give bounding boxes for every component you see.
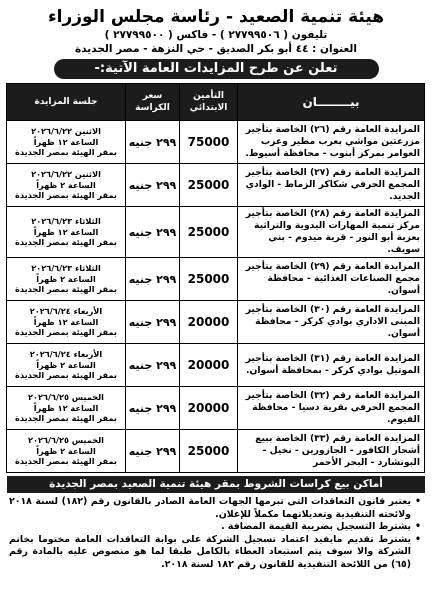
table-row <box>7 344 425 387</box>
row-session <box>7 164 126 207</box>
table-row <box>7 301 425 344</box>
row-description: المزايدة العامة رقم (٢٦) الخاصة بتأجير مزرعتين مواشي بعرب مطير وعرب العوامر بمركز أبنوب - محافظة أسيوط. <box>238 121 425 164</box>
session-place: بمقر الهيئة بمصر الجديدة <box>15 147 117 158</box>
note-text: يشترط التسجيل بضريبة القيمة المضافة . <box>221 521 411 532</box>
row-session <box>7 301 126 344</box>
row-booklet-price: ٢٩٩ جنيه <box>126 258 180 301</box>
session-place: بمقر الهيئة بمصر الجديدة <box>15 284 117 295</box>
row-booklet-price: ٢٩٩ جنيه <box>126 430 180 473</box>
row-booklet-price: ٢٩٩ جنيه <box>126 387 180 430</box>
row-insurance: 75000 <box>180 121 238 164</box>
row-booklet-price: ٢٩٩ جنيه <box>126 164 180 207</box>
conditions-list <box>7 496 425 571</box>
session-time: الساعة ١٢ ظهراً <box>33 226 99 237</box>
session-time: الساعة ٢ ظهراً <box>36 179 96 190</box>
bullet-icon: • <box>415 496 421 507</box>
session-place: بمقر الهيئة بمصر الجديدة <box>15 327 117 338</box>
session-day-date: الخميس ٢٠٢٦/٦/٢٥ <box>27 392 104 403</box>
header-session: جلسة المزايدة <box>7 84 126 121</box>
row-insurance: 25000 <box>180 164 238 207</box>
session-day-date: الاثنين ٢٠٢٦/٦/٢٢ <box>31 126 101 137</box>
page-title: هيئة تنمية الصعيد - رئاسة مجلس الوزراء <box>47 7 385 27</box>
session-time: الساعة ١٢ ظهراً <box>33 316 99 327</box>
row-booklet-price: ٢٩٩ جنيه <box>126 344 180 387</box>
row-session <box>7 344 126 387</box>
row-description: المزايدة العامة رقم (٢٩) الخاصة بتأجير مجمع الصناعات الغذائية - محافظة أسوان. <box>238 258 425 301</box>
session-time: الساعة ٢ ظهراً <box>36 359 96 370</box>
session-day-date: الأربعاء ٢٠٢٦/٦/٢٤ <box>29 306 103 317</box>
header-booklet-price: سعر الكراسة <box>126 84 180 121</box>
session-day-date: الثلاثاء ٢٠٢٦/٦/٢٣ <box>31 216 101 227</box>
note-text: يعتبر قانون التعاقدات التي تبرمها الجهات العامة الصادر بالقانون رقم (١٨٢) لسنة ٢٠١٨ ولائحته التنفيذية وتعديلاتهما مكملاً للإعلان. <box>9 496 411 520</box>
row-description: المزايدة العامة رقم (٢٨) الخاصة بتأجير مركز تنمية المهارات اليدوية والتراثية بعزبة أبو النور - قرية ميدوم - بني سويف. <box>238 207 425 258</box>
session-place: بمقر الهيئة بمصر الجديدة <box>15 190 117 201</box>
row-session <box>7 430 126 473</box>
session-place: بمقر الهيئة بمصر الجديدة <box>15 413 117 424</box>
session-time: الساعة ١٢ ظهراً <box>33 402 99 413</box>
header-insurance: التأمين الابتدائي <box>180 84 238 121</box>
row-insurance: 20000 <box>180 344 238 387</box>
row-insurance: 20000 <box>180 301 238 344</box>
row-description: المزايدة العامة رقم (٣١) الخاصة بتأجير الموتيل بوادي كركر - بمحافظة أسوان. <box>238 344 425 387</box>
session-day-date: الخميس ٢٠٢٦/٦/٢٥ <box>27 435 104 446</box>
bullet-icon: • <box>415 533 421 545</box>
phone-fax-line: تليفون ( ٢٧٧٩٩٥٠٦ ) - فاكس ( ٢٧٧٩٩٥٠٠ ) <box>104 29 328 41</box>
row-session <box>7 387 126 430</box>
announcement-banner: تعلن عن طرح المزايدات العامة الآتية:- <box>54 59 379 79</box>
table-row <box>7 387 425 430</box>
session-day-date: الثلاثاء ٢٠٢٦/٦/٢٣ <box>31 263 101 274</box>
row-insurance: 20000 <box>180 387 238 430</box>
table-header-row <box>7 84 425 121</box>
row-description: المزايدة العامة رقم (٣٣) الخاصة ببيع أشجار الكافور - الجازورين - نخيل - البونشارد - البحر الأحمر <box>238 430 425 473</box>
session-time: الساعة ١٢ ظهراً <box>33 136 99 147</box>
row-booklet-price: ٢٩٩ جنيه <box>126 121 180 164</box>
table-row <box>7 164 425 207</box>
booklet-sales-bar: أماكن بيع كراسات الشروط بمقر هيئة تنمية الصعيد بمصر الجديدة <box>7 476 425 493</box>
row-session <box>7 207 126 258</box>
row-session <box>7 258 126 301</box>
session-day-date: الاثنين ٢٠٢٦/٦/٢٢ <box>31 169 101 180</box>
row-insurance: 25000 <box>180 258 238 301</box>
session-day-date: الأربعاء ٢٠٢٦/٦/٢٤ <box>29 349 103 360</box>
list-item <box>9 534 421 572</box>
session-place: بمقر الهيئة بمصر الجديدة <box>15 456 117 467</box>
row-session <box>7 121 126 164</box>
row-insurance: 25000 <box>180 430 238 473</box>
row-booklet-price: ٢٩٩ جنيه <box>126 207 180 258</box>
address-line: العنوان : ٤٤ أبو بكر الصديق - حي النزهة - مصر الجديدة <box>75 43 357 55</box>
bullet-icon: • <box>415 521 421 532</box>
row-description: المزايدة العامة رقم (٣٢) الخاصة بتأجير المجمع الحرفي بقرية دسيا - محافظة الفيوم. <box>238 387 425 430</box>
table-row <box>7 121 425 164</box>
row-insurance: 25000 <box>180 207 238 258</box>
row-booklet-price: ٢٩٩ جنيه <box>126 301 180 344</box>
note-text: يشترط تقديم مايفيد اعتماد تسجيل الشركة على بوابة التعاقدات العامة مختوما بخاتم الشركة والا سوف يتم استبعاد العطاء بالكامل طبقا لما هو منصوص عليه بالمادة رقم (٦٥) من اللائحة التنفيذية للقانون رقم ١٨٢ لسنة ٢٠١٨. <box>9 533 411 570</box>
list-item <box>9 521 421 534</box>
row-description: المزايدة العامة رقم (٣٠) الخاصة بتأجير المبنى الاداري بوادي كركر - محافظة أسوان. <box>238 301 425 344</box>
table-row <box>7 207 425 258</box>
session-place: بمقر الهيئة بمصر الجديدة <box>15 237 117 248</box>
list-item <box>9 496 421 521</box>
table-row <box>7 430 425 473</box>
session-time: الساعة ٢ ظهراً <box>36 445 96 456</box>
session-place: بمقر الهيئة بمصر الجديدة <box>15 370 117 381</box>
row-description: المزايدة العامة رقم (٢٧) الخاصة بتأجير المجمع الحرفي شكاكر الزماط - الوادي الجديد. <box>238 164 425 207</box>
header-statement: بيــــــــان <box>238 84 425 121</box>
session-time: الساعة ٢ ظهراً <box>36 273 96 284</box>
table-row <box>7 258 425 301</box>
auctions-table <box>6 83 425 473</box>
